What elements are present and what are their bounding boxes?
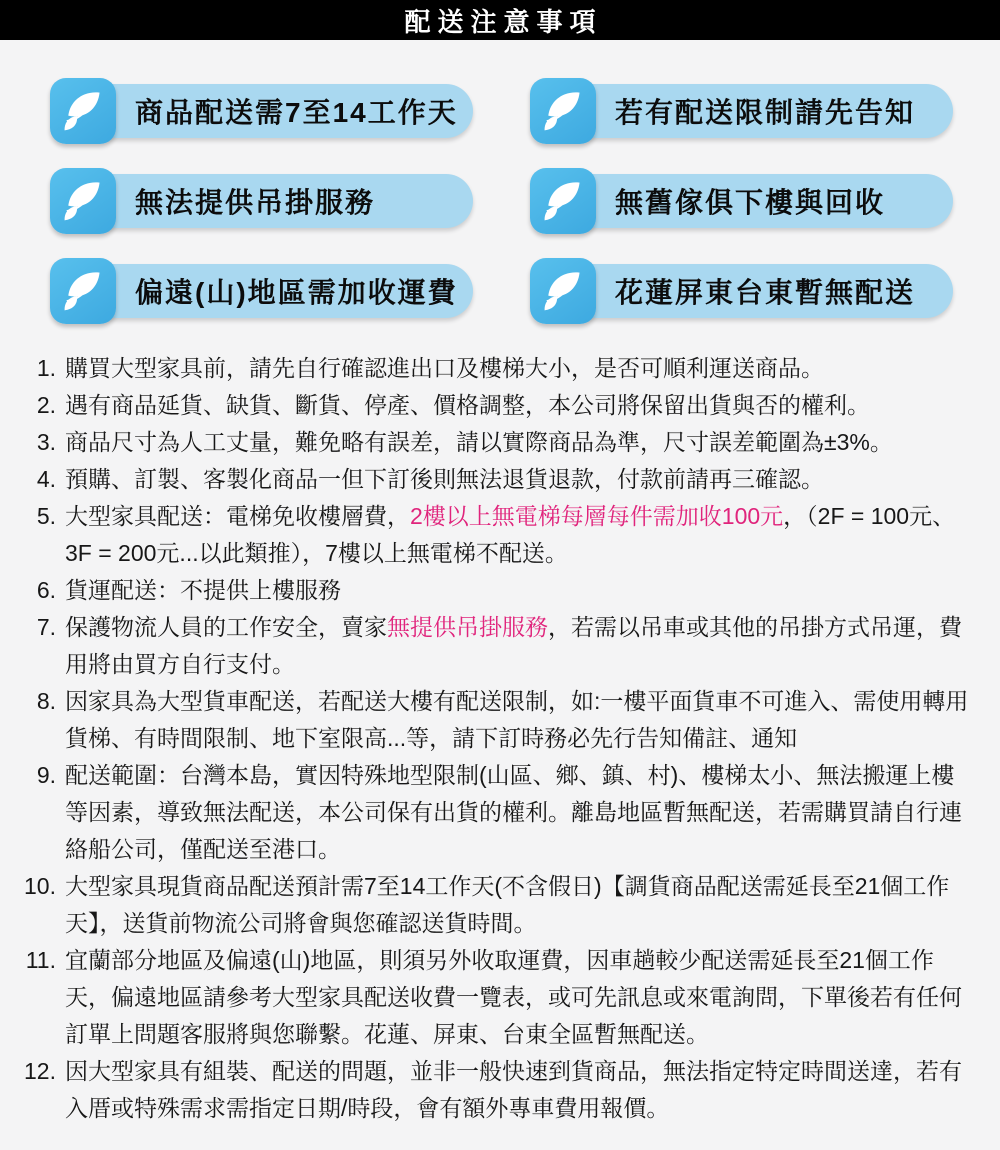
note-item: [14, 942, 970, 1053]
note-text: [65, 1053, 970, 1127]
note-text-segment: ，若需以吊車或其他的吊掛方式吊運，費用將由買方自行支付。: [65, 614, 962, 677]
note-number: 12.: [24, 1058, 56, 1084]
note-number: 2.: [36, 392, 56, 418]
badge-label: 偏遠(山)地區需加收運費: [135, 277, 458, 308]
note-text: [65, 868, 970, 942]
badge-pill: [80, 174, 473, 228]
note-text: [65, 942, 970, 1053]
badge-pill: [560, 84, 953, 138]
badge-no-recycle: [530, 168, 953, 234]
badge-label: 無舊傢俱下樓與回收: [615, 187, 886, 218]
note-item: [14, 757, 970, 868]
leaf-icon: [50, 78, 116, 144]
leaf-icon: [50, 258, 116, 324]
note-text-segment: 遇有商品延貨、缺貨、斷貨、停產、價格調整，本公司將保留出貨與否的權利。: [65, 392, 870, 418]
note-text: [65, 609, 970, 683]
badge-pill: [80, 84, 473, 138]
note-text-segment: 大型家具配送：電梯免收樓層費，: [65, 503, 410, 529]
note-text: [65, 387, 970, 424]
note-text: [65, 424, 970, 461]
badge-label: 商品配送需7至14工作天: [135, 97, 458, 128]
note-text-segment: 購買大型家具前，請先自行確認進出口及樓梯大小，是否可順利運送商品。: [65, 355, 824, 381]
note-number: 5.: [36, 503, 56, 529]
note-number: 11.: [25, 947, 56, 973]
badge-label: 無法提供吊掛服務: [135, 187, 376, 218]
badge-label: 若有配送限制請先告知: [615, 97, 916, 128]
note-text: [65, 757, 970, 868]
badge-pill: [560, 174, 953, 228]
note-text-accent: 無提供吊掛服務: [387, 614, 548, 640]
note-text-segment: 預購、訂製、客製化商品一但下訂後則無法退貨退款，付款前請再三確認。: [65, 466, 824, 492]
note-number: 1.: [36, 355, 56, 381]
note-number: 6.: [36, 577, 56, 603]
note-number: 8.: [36, 688, 56, 714]
badge-no-hoisting: [50, 168, 473, 234]
note-text-segment: 因大型家具有組裝、配送的問題，並非一般快速到貨商品，無法指定特定時間送達，若有入厝或特殊需求需指定日期/時段，會有額外專車費用報價。: [65, 1058, 962, 1121]
note-item: [14, 609, 970, 683]
note-text-segment: 保護物流人員的工作安全，賣家: [65, 614, 387, 640]
badge-pill: [560, 264, 953, 318]
note-text: [65, 683, 970, 757]
note-text-segment: 貨運配送：不提供上樓服務: [65, 577, 341, 603]
leaf-icon: [530, 168, 596, 234]
note-item: [14, 498, 970, 572]
note-number: 3.: [36, 429, 56, 455]
leaf-icon: [50, 168, 116, 234]
note-item: [14, 424, 970, 461]
note-item: [14, 868, 970, 942]
badge-remote-fee: [50, 258, 473, 324]
note-text-segment: ，（2F = 100元、3F = 200元...以此類推），7樓以上無電梯不配送。: [65, 503, 956, 566]
note-item: [14, 1053, 970, 1127]
page-title: 配送注意事項: [404, 6, 603, 37]
note-text: [65, 572, 970, 609]
leaf-icon: [530, 258, 596, 324]
badge-delivery-days: [50, 78, 473, 144]
note-text-accent: 2樓以上無電梯每層每件需加收100元: [410, 503, 784, 529]
note-item: [14, 387, 970, 424]
note-item: [14, 461, 970, 498]
note-text: [65, 461, 970, 498]
note-number: 9.: [36, 762, 56, 788]
note-number: 10.: [24, 873, 56, 899]
notes-list: [14, 350, 970, 1127]
leaf-icon: [530, 78, 596, 144]
note-item: [14, 683, 970, 757]
note-text-segment: 配送範圍：台灣本島，實因特殊地型限制(山區、鄉、鎮、村)、樓梯太小、無法搬運上樓等因素，導致無法配送，本公司保有出貨的權利。離島地區暫無配送，若需購買請自行連絡船公司，僅配送至港口。: [65, 762, 962, 862]
note-item: [14, 572, 970, 609]
note-text-segment: 大型家具現貨商品配送預計需7至14工作天(不含假日)【調貨商品配送需延長至21個工作天】，送貨前物流公司將會與您確認送貨時間。: [65, 873, 950, 936]
note-text-segment: 因家具為大型貨車配送，若配送大樓有配送限制，如:一樓平面貨車不可進入、需使用轉用貨梯、有時間限制、地下室限高...等，請下訂時務必先行告知備註、通知: [65, 688, 969, 751]
note-item: [14, 350, 970, 387]
badge-grid: [50, 78, 953, 324]
badge-label: 花蓮屏東台東暫無配送: [615, 277, 916, 308]
note-number: 7.: [36, 614, 56, 640]
badge-delivery-limit: [530, 78, 953, 144]
note-text: [65, 350, 970, 387]
note-text-segment: 宜蘭部分地區及偏遠(山)地區，則須另外收取運費，因車趟較少配送需延長至21個工作天，偏遠地區請參考大型家具配送收費一覽表，或可先訊息或來電詢問，下單後若有任何訂單上問題客服將與您聯繫。花蓮、屏東、台東全區暫無配送。: [65, 947, 962, 1047]
badge-pill: [80, 264, 473, 318]
note-text-segment: 商品尺寸為人工丈量，難免略有誤差，請以實際商品為準，尺寸誤差範圍為±3%。: [65, 429, 893, 455]
note-text: [65, 498, 970, 572]
badge-no-east-delivery: [530, 258, 953, 324]
notice-header-bar: [0, 0, 1000, 40]
note-number: 4.: [36, 466, 56, 492]
